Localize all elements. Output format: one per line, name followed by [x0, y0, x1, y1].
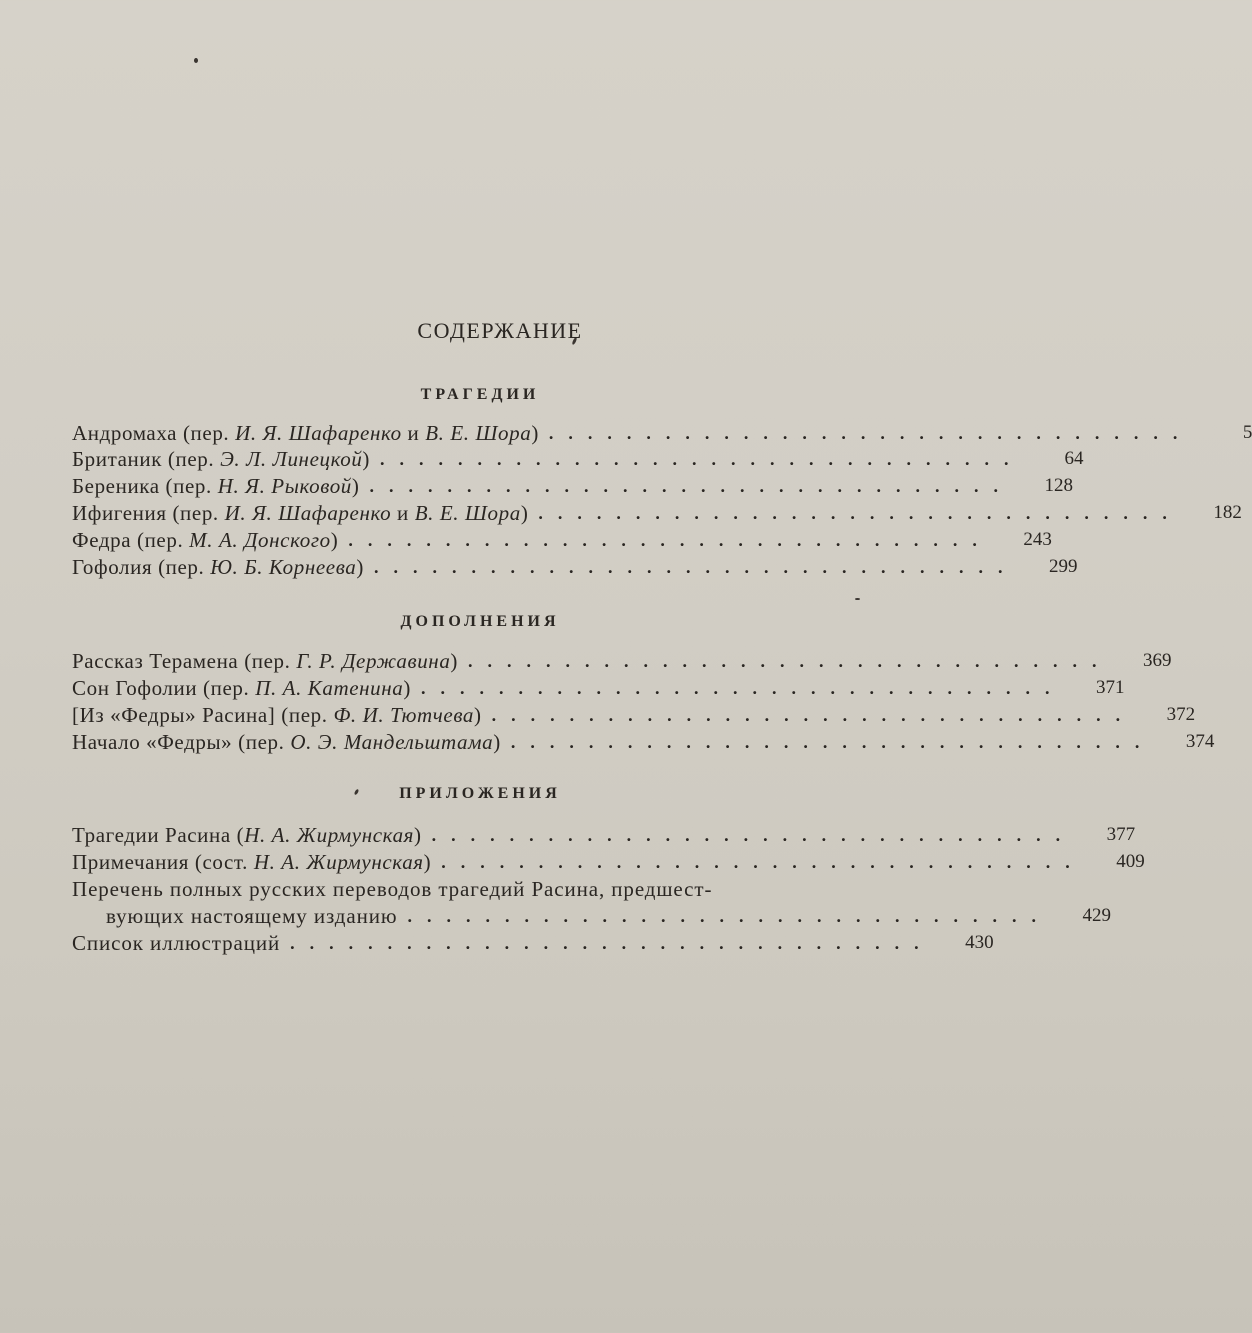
entry-title: Список иллюстраций: [72, 931, 281, 955]
dot-leader: .................................: [491, 705, 1136, 725]
page-number: 371: [1095, 677, 1125, 698]
entry-translator: Н. А. Жирмунская: [244, 823, 415, 847]
paper-speck: [855, 598, 860, 600]
toc-entry[interactable]: Примечания (сост. Н. А. Жирмунская) ................................. 409: [72, 850, 1145, 874]
entry-title: Андромаха: [72, 421, 178, 445]
dot-leader: .................................: [407, 906, 1051, 926]
page-number: 374: [1185, 731, 1215, 752]
entry-title: [Из «Федры» Расина]: [72, 703, 276, 727]
entry-translator: М. А. Донского: [189, 528, 331, 552]
entry-translator: О. Э. Мандельштама: [290, 730, 494, 754]
toc-entry[interactable]: Начало «Федры» (пер. О. Э. Мандельштама) ................................. 374: [72, 730, 1215, 754]
page-number: 243: [1023, 529, 1052, 550]
dot-leader: .................................: [431, 825, 1076, 845]
dot-leader: .................................: [510, 732, 1155, 752]
entry-translator: И. Я. Шафаренко: [235, 421, 402, 445]
entry-title: Гофолия: [72, 555, 153, 579]
entry-title: Береника: [72, 474, 160, 498]
toc-entry[interactable]: Британик (пер. Э. Л. Линецкой) ................................. 64: [72, 447, 1084, 471]
dot-leader: .................................: [369, 476, 1013, 496]
entry-title-continued: вующих настоящему изданию: [106, 904, 398, 928]
entry-title: Перечень полных русских переводов трагедий Расина, предшест-: [72, 877, 713, 901]
dot-leader: .................................: [548, 423, 1193, 443]
dot-leader: .................................: [420, 678, 1065, 698]
page-number: 128: [1044, 475, 1073, 496]
toc-entry[interactable]: [Из «Федры» Расина] (пер. Ф. И. Тютчева) ................................. 372: [72, 703, 1196, 727]
entry-translator: Ю. Б. Корнеева: [210, 555, 357, 579]
entry-title: Ифигения: [72, 501, 167, 525]
entry-title: Трагедии Расина: [72, 823, 231, 847]
page-number: 429: [1082, 905, 1111, 926]
page-number: 409: [1116, 851, 1145, 872]
toc-entry[interactable]: Трагедии Расина (Н. А. Жирмунская) ................................. 377: [72, 823, 1136, 847]
entry-translator: Н. Я. Рыковой: [217, 474, 352, 498]
entry-title: Примечания: [72, 850, 190, 874]
toc-entry[interactable]: Андромаха (пер. И. Я. Шафаренко и В. Е. Шора) ................................. 5: [72, 421, 1252, 445]
toc-entry[interactable]: Сон Гофолии (пер. П. А. Катенина) ................................. 371: [72, 676, 1125, 700]
entry-title: Рассказ Терамена: [72, 649, 239, 673]
entry-title: Федра: [72, 528, 132, 552]
entry-translator: П. А. Катенина: [255, 676, 404, 700]
page-number: 299: [1048, 556, 1078, 577]
toc-entry[interactable]: Береника (пер. Н. Я. Рыковой) ................................. 128: [72, 474, 1073, 498]
page-title: СОДЕРЖАНИЕ: [417, 318, 583, 343]
entry-title: Начало «Федры»: [72, 730, 233, 754]
entry-translator: Н. А. Жирмунская: [253, 850, 424, 874]
page-number: 369: [1143, 650, 1172, 671]
toc-entry-line1[interactable]: [72, 876, 860, 902]
dot-leader: .................................: [538, 503, 1182, 523]
toc-entry[interactable]: Рассказ Терамена (пер. Г. Р. Державина) ................................. 369: [72, 649, 1172, 673]
entry-title: Британик: [72, 447, 163, 471]
dot-leader: .................................: [441, 852, 1085, 872]
entry-translator: Э. Л. Линецкой: [220, 447, 363, 471]
page-number: 430: [965, 932, 994, 953]
paper-speck: [194, 58, 198, 63]
toc-entry-line2[interactable]: [72, 903, 1111, 929]
toc-entry[interactable]: Гофолия (пер. Ю. Б. Корнеева) ................................. 299: [72, 555, 1078, 579]
page-number: 5: [1242, 422, 1252, 443]
page-number: 377: [1106, 824, 1136, 845]
dot-leader: .................................: [373, 557, 1018, 577]
entry-translator: Г. Р. Державина: [296, 649, 451, 673]
entry-translator: И. Я. Шафаренко: [224, 501, 392, 525]
page-number: 182: [1213, 502, 1242, 523]
section-heading-additions: ДОПОЛНЕНИЯ: [400, 613, 560, 630]
entry-title: Сон Гофолии: [72, 676, 198, 700]
dot-leader: .................................: [380, 449, 1024, 469]
dot-leader: .................................: [348, 530, 992, 550]
toc-entry[interactable]: Ифигения (пер. И. Я. Шафаренко и В. Е. Шора) ................................. 182: [72, 501, 1242, 525]
toc-entry[interactable]: [72, 930, 994, 956]
entry-translator: Ф. И. Тютчева: [333, 703, 474, 727]
dot-leader: .................................: [290, 933, 934, 953]
dot-leader: .................................: [468, 651, 1112, 671]
page-number: 372: [1166, 704, 1196, 725]
page-number: 64: [1064, 448, 1084, 469]
toc-entry[interactable]: Федра (пер. М. А. Донского) ................................. 243: [72, 528, 1052, 552]
section-heading-appendices: ПРИЛОЖЕНИЯ: [399, 785, 561, 802]
section-heading-tragedies: ТРАГЕДИИ: [420, 386, 540, 403]
